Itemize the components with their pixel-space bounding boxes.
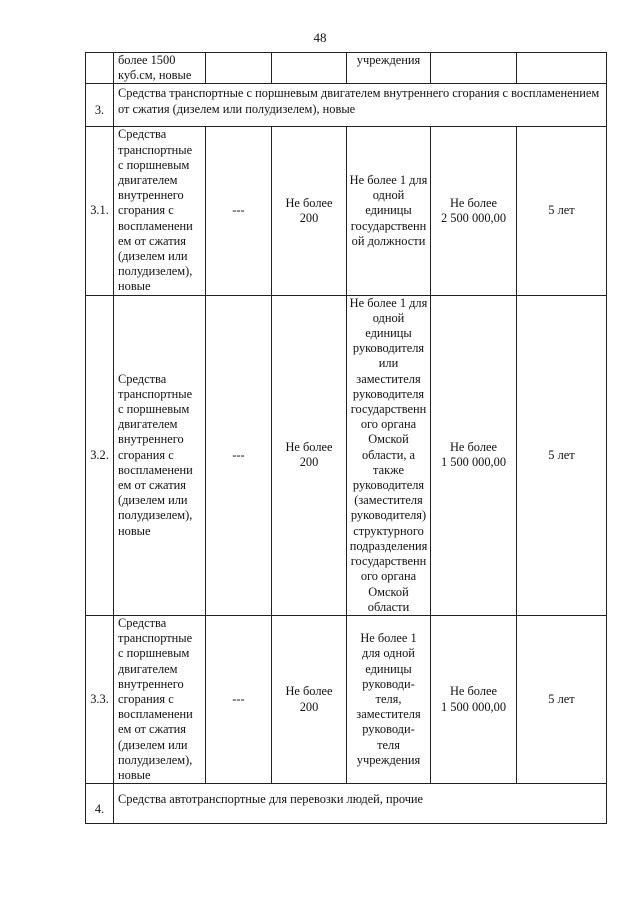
empty-cell <box>206 53 272 84</box>
dash-cell: --- <box>206 127 272 295</box>
row-number: 3.1. <box>86 127 114 295</box>
vehicle-name-cell: Средства транспортные с поршневым двигателем внутреннего сгорания с воспламенени ем от сжатия (дизелем или полудизелем), новые <box>114 615 206 783</box>
empty-cell <box>517 53 607 84</box>
section-number: 3. <box>86 84 114 127</box>
engine-power-cell: Не более 200 <box>272 127 347 295</box>
row-number: 3.2. <box>86 295 114 615</box>
vehicle-norms-table <box>85 52 607 824</box>
dash-cell: --- <box>206 615 272 783</box>
quantity-cell: Не более 1 для одной единицы государственн ой должности <box>347 127 431 295</box>
table-row <box>86 53 607 84</box>
section-row <box>86 784 607 824</box>
quantity-cell: Не более 1 для одной единицы руководителя или заместителя руководителя государственн ого органа Омской области, а также руководителя (заместителя руководителя) структурного подразделения государственн ого органа Омской области <box>347 295 431 615</box>
dash-cell: --- <box>206 295 272 615</box>
quantity-cell: учреждения <box>347 53 431 84</box>
section-title: Средства транспортные с поршневым двигателем внутреннего сгорания с воспламенением от сжатия (дизелем или полудизелем), новые <box>114 84 607 127</box>
price-cell: Не более 1 500 000,00 <box>431 615 517 783</box>
row-number: 3.3. <box>86 615 114 783</box>
term-cell: 5 лет <box>517 295 607 615</box>
price-cell: Не более 1 500 000,00 <box>431 295 517 615</box>
vehicle-name-cell: Средства транспортные с поршневым двигателем внутреннего сгорания с воспламенени ем от сжатия (дизелем или полудизелем), новые <box>114 127 206 295</box>
engine-power-cell: Не более 200 <box>272 615 347 783</box>
section-number: 4. <box>86 784 114 824</box>
page-number: 48 <box>313 30 327 45</box>
engine-power-cell: Не более 200 <box>272 295 347 615</box>
row-number-cell <box>86 53 114 84</box>
section-title: Средства автотранспортные для перевозки людей, прочие <box>114 784 607 824</box>
table-row <box>86 295 607 615</box>
empty-cell <box>272 53 347 84</box>
term-cell: 5 лет <box>517 127 607 295</box>
term-cell: 5 лет <box>517 615 607 783</box>
empty-cell <box>431 53 517 84</box>
price-cell: Не более 2 500 000,00 <box>431 127 517 295</box>
table-row <box>86 615 607 783</box>
quantity-cell: Не более 1 для одной единицы руководи- теля, заместителя руководи- теля учреждения <box>347 615 431 783</box>
vehicle-name-cell: Средства транспортные с поршневым двигателем внутреннего сгорания с воспламенени ем от сжатия (дизелем или полудизелем), новые <box>114 295 206 615</box>
section-row <box>86 84 607 127</box>
table-row <box>86 127 607 295</box>
vehicle-name-cell: более 1500 куб.см, новые <box>114 53 206 84</box>
